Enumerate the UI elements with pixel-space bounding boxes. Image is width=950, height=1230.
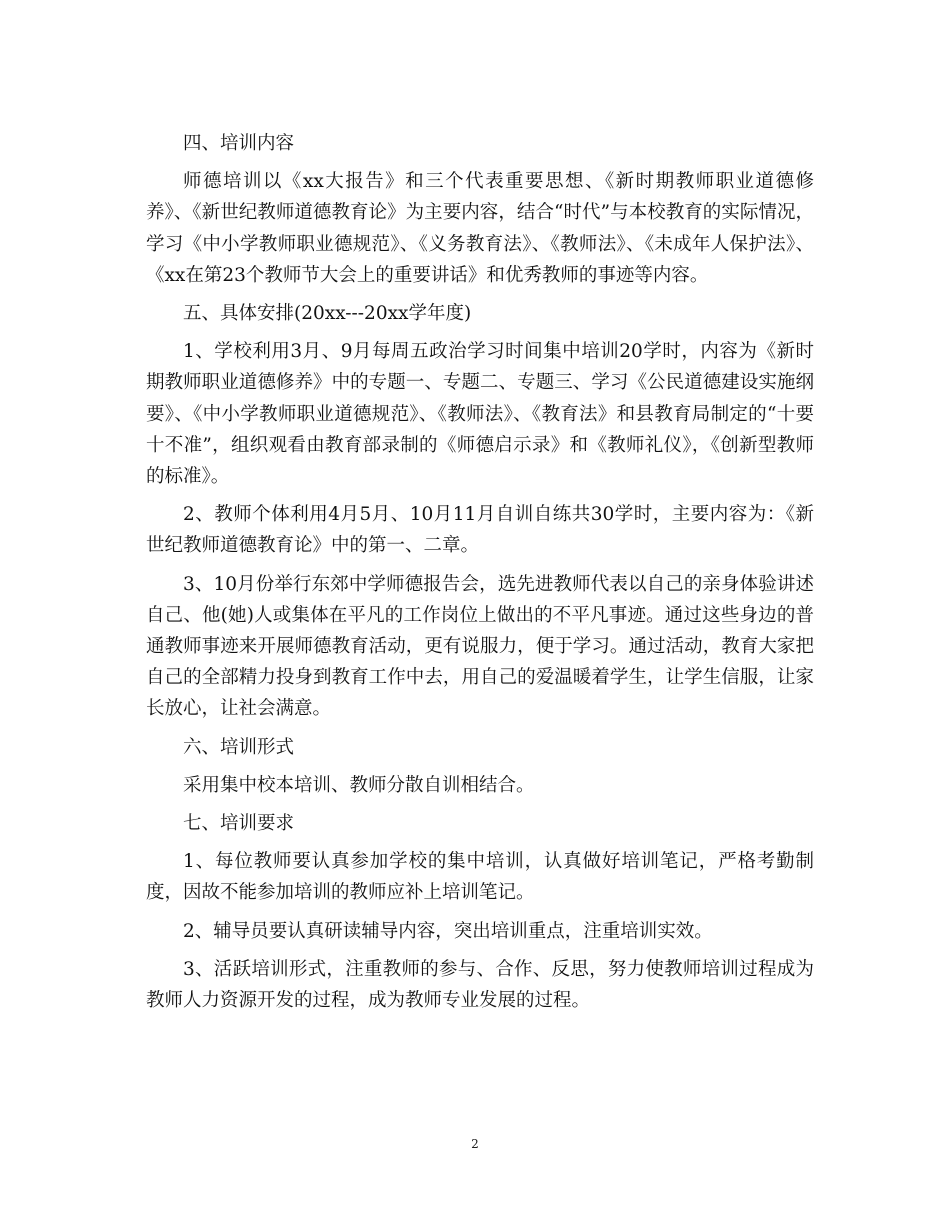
document-body bbox=[146, 128, 814, 1016]
page-number: 2 bbox=[471, 1137, 479, 1151]
section-heading-training-content: 四、培训内容 bbox=[183, 133, 295, 154]
section-heading-training-format: 六、培训形式 bbox=[183, 736, 295, 758]
paragraph-schedule-item-2: 2、教师个体利用4月5月、10月11月自训自练共30学时，主要内容为：《新世纪教师道德教育论》中的第一、二章。 bbox=[146, 504, 814, 557]
paragraph-schedule-item-1: 1、学校利用3月、9月每周五政治学习时间集中培训20学时，内容为《新时期教师职业道德修养》中的专题一、专题二、专题三、学习《公民道德建设实施纲要》、《中小学教师职业道德规范》、《教师法》、《教育法》和县教育局制定的“十要十不准”，组织观看由教育部录制的《师德启示录》和《教师礼仪》，《创新型教师的标准》。 bbox=[146, 341, 814, 488]
paragraph-schedule-item-3: 3、10月份举行东郊中学师德报告会，选先进教师代表以自己的亲身体验讲述自己、他(她)人或集体在平凡的工作岗位上做出的不平凡事迹。通过这些身边的普通教师事迹来开展师德教育活动，更有说服力，便于学习。通过活动，教育大家把自己的全部精力投身到教育工作中去，用自己的爱温暖着学生，让学生信服，让家长放心，让社会满意。 bbox=[146, 573, 814, 720]
paragraph-training-format: 采用集中校本培训、教师分散自训相结合。 bbox=[183, 774, 535, 796]
paragraph-requirement-1: 1、每位教师要认真参加学校的集中培训，认真做好培训笔记，严格考勤制度，因故不能参加培训的教师应补上培训笔记。 bbox=[146, 851, 814, 904]
section-heading-training-requirements: 七、培训要求 bbox=[183, 813, 295, 835]
section-heading-schedule: 五、具体安排(20xx---20xx学年度) bbox=[183, 303, 472, 325]
paragraph-training-content: 师德培训以《xx大报告》和三个代表重要思想、《新时期教师职业道德修养》、《新世纪教师道德教育论》为主要内容，结合“时代”与本校教育的实际情况，学习《中小学教师职业德规范》、《义务教育法》、《教师法》、《未成年人保护法》、《xx在第23个教师节大会上的重要讲话》和优秀教师的事迹等内容。 bbox=[146, 171, 814, 286]
paragraph-requirement-2: 2、辅导员要认真研读辅导内容，突出培训重点，注重培训实效。 bbox=[183, 920, 713, 942]
paragraph-requirement-3: 3、活跃培训形式，注重教师的参与、合作、反思，努力使教师培训过程成为教师人力资源开发的过程，成为教师专业发展的过程。 bbox=[146, 958, 814, 1012]
